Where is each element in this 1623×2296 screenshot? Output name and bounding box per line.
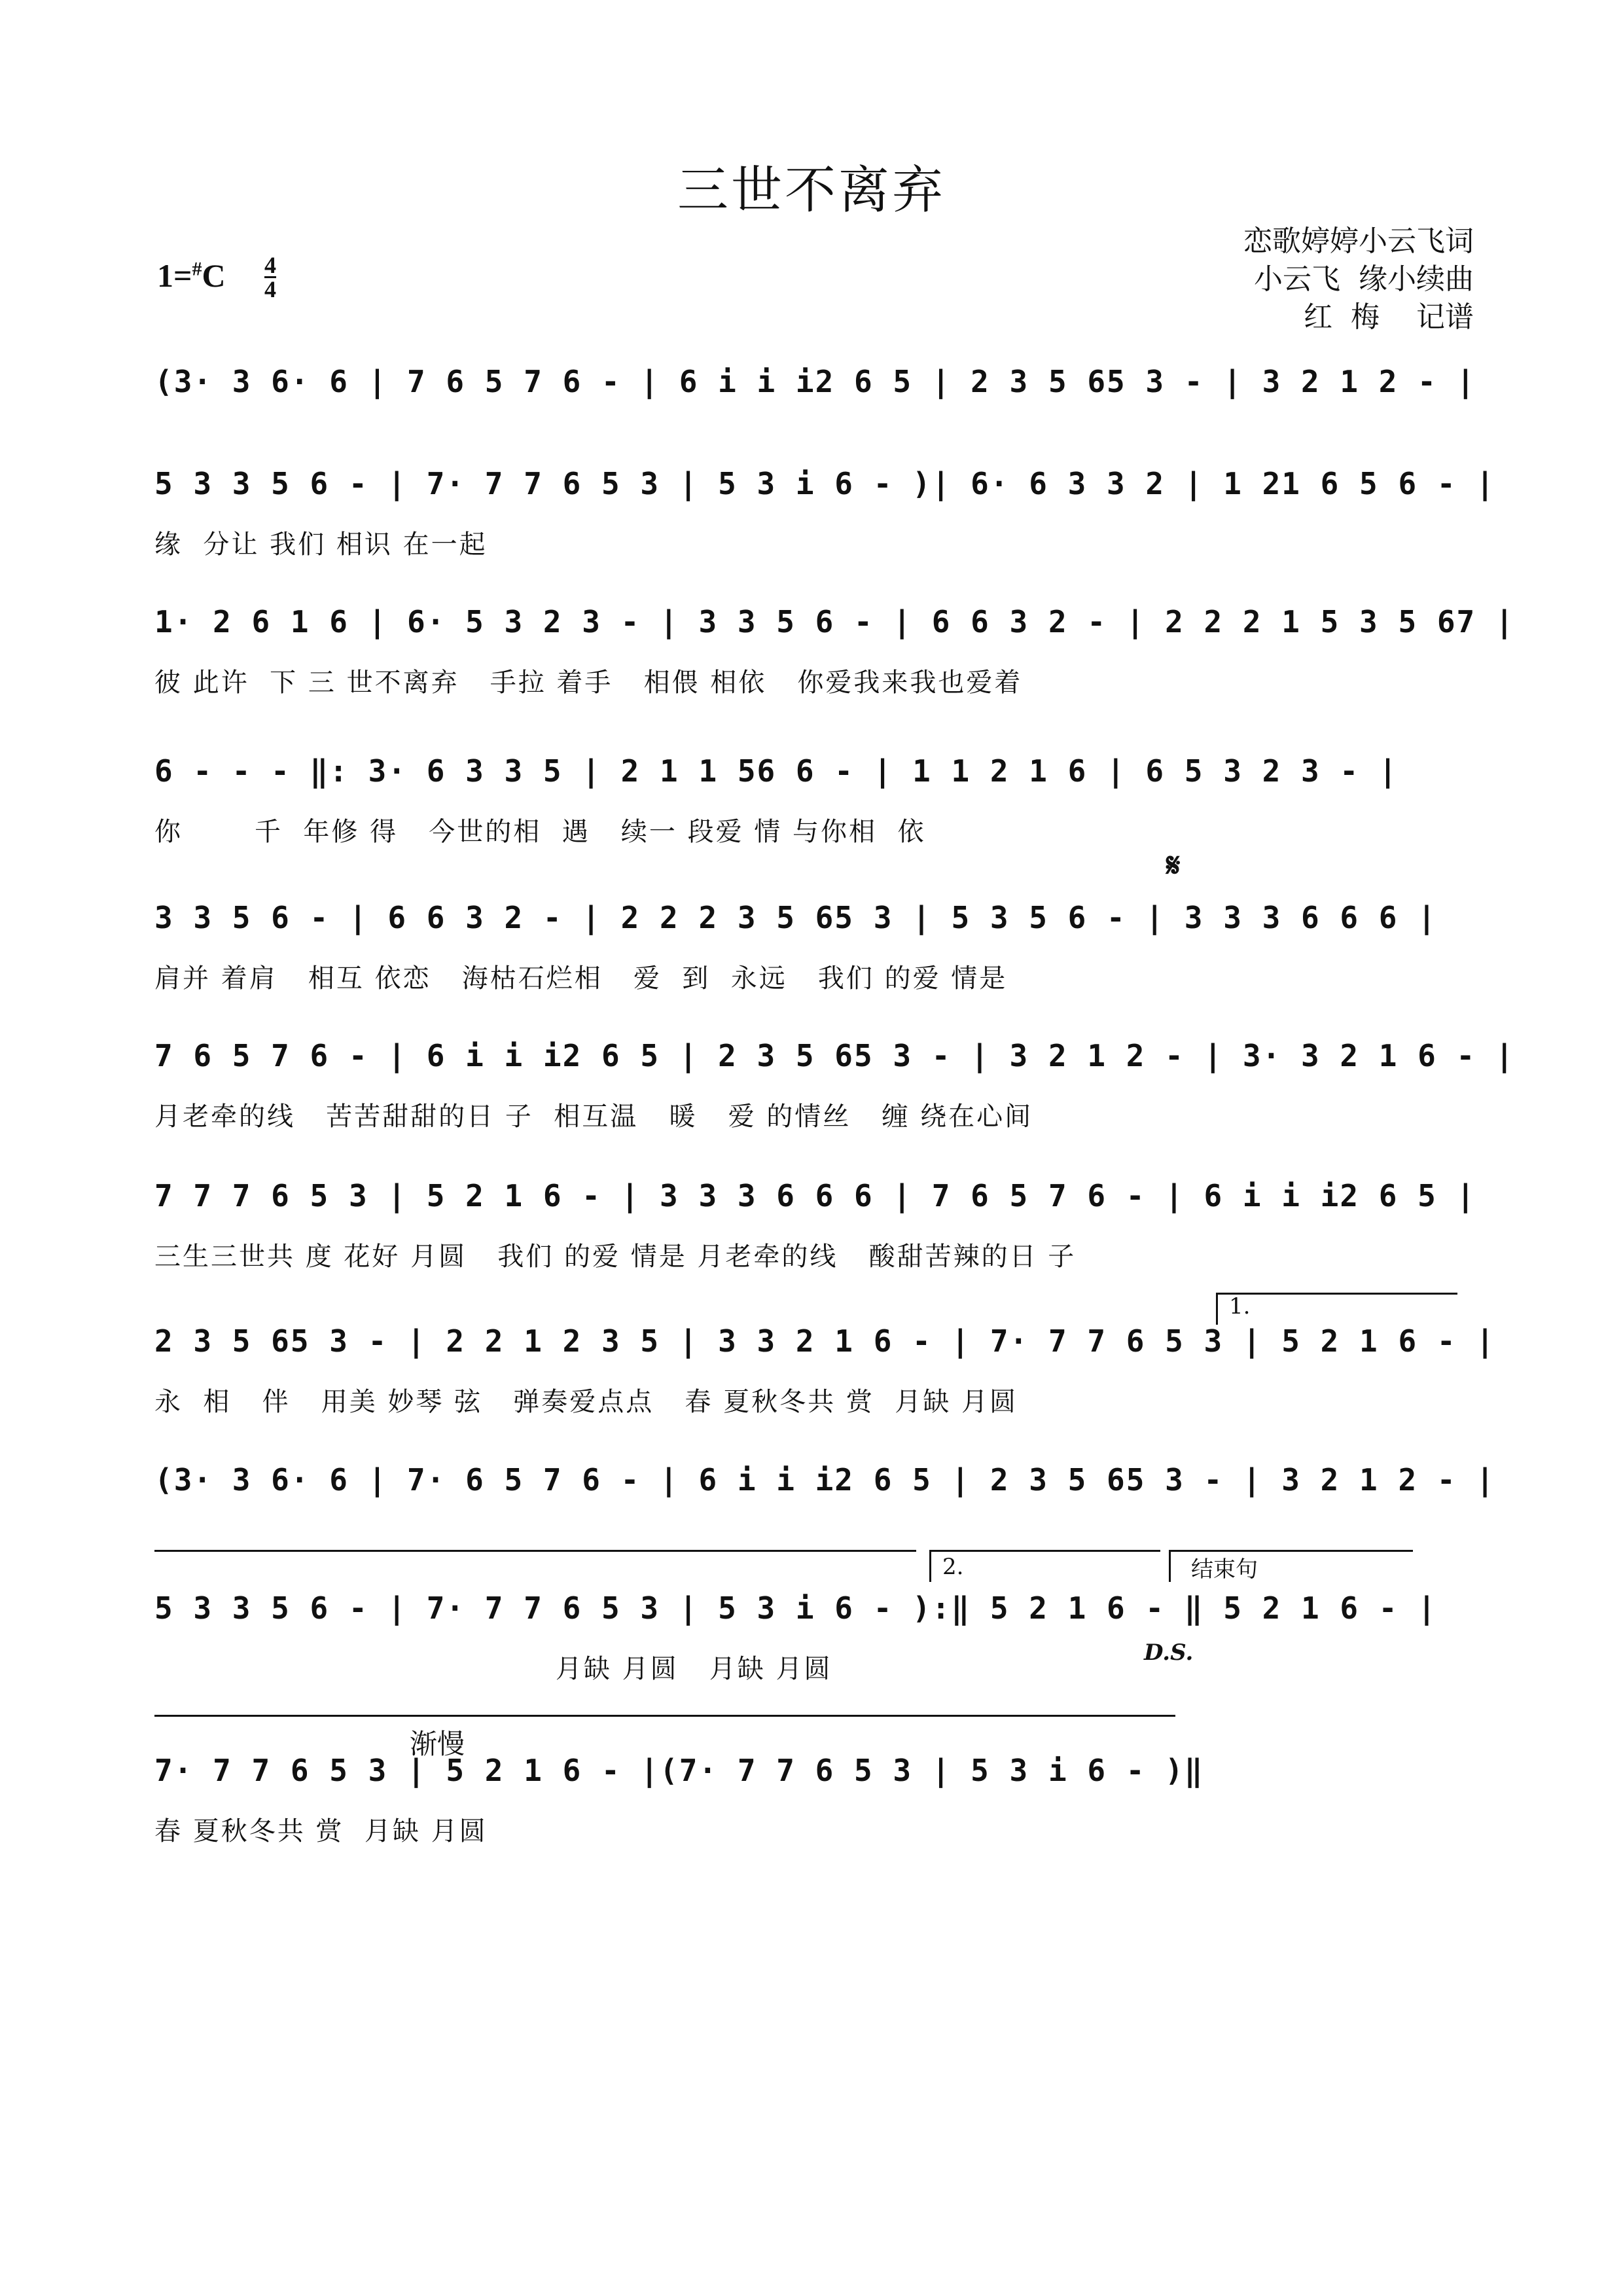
meter-bottom: 4 [264,276,276,302]
key-signature [157,257,226,295]
score-row-11 [154,1748,1463,1848]
notation-line: (3· 3 6· 6 | 7 6 5 7 6 - | 6 i i i2 6 5 | 2 3 5 65 3 - | 3 2 1 2 - | [154,364,1476,399]
dal-segno-mark: D.S. [1144,1640,1194,1666]
score-row-6 [154,1033,1515,1133]
notation-line: 7 7 7 6 5 3 | 5 2 1 6 - | 3 3 3 6 6 6 | 7 6 5 7 6 - | 6 i i i2 6 5 | [154,1178,1476,1213]
lyrics-line: 春 夏秋冬共 赏 月缺 月圆 [154,1816,488,1846]
repeat-span-line [154,1550,916,1552]
credits [1243,223,1474,336]
notation-line: 1· 2 6 1 6 | 6· 5 3 2 3 - | 3 3 5 6 - | 6 6 3 2 - | 2 2 2 1 5 3 5 67 | [154,604,1515,639]
lyricist-credit: 恋歌婷婷小云飞词 [1243,224,1474,258]
score-row-5 [154,895,1463,995]
notation-line: 5 3 3 5 6 - | 7· 7 7 6 5 3 | 5 3 i 6 - )| 6· 6 3 3 2 | 1 21 6 5 6 - | [154,466,1495,501]
lyrics-line: 月缺 月圆 月缺 月圆 [154,1654,832,1684]
ending-1-label: 1. [1229,1293,1251,1319]
notation-line: 5 3 3 5 6 - | 7· 7 7 6 5 3 | 5 3 i 6 - ):‖ 5 2 1 6 - ‖ 5 2 1 6 - | [154,1590,1437,1626]
ending-2-label: 2. [942,1554,964,1580]
meter-top: 4 [264,252,276,278]
notation-line: 7 6 5 7 6 - | 6 i i i2 6 5 | 2 3 5 65 3 - | 3 2 1 2 - | 3· 3 2 1 6 - | [154,1038,1515,1073]
sharp-sign: # [192,258,202,280]
lyrics-line: 永 相 伴 用美 妙琴 弦 弹奏爱点点 春 夏秋冬共 赏 月缺 月圆 [154,1387,1018,1417]
score-row-2 [154,461,1495,561]
lyrics-line: 彼 此许 下 三 世不离弃 手拉 着手 相偎 相依 你爱我来我也爱着 [154,668,1023,698]
score-row-1 [154,359,1476,422]
notation-line: (3· 3 6· 6 | 7· 6 5 7 6 - | 6 i i i2 6 5 | 2 3 5 65 3 - | 3 2 1 2 - | [154,1462,1495,1498]
page-title: 三世不离弃 [677,161,946,220]
key-prefix: 1= [157,257,192,294]
score-row-10 [154,1585,1463,1685]
transcriber-credit: 红 梅 记谱 [1304,300,1474,334]
ending-2-bracket [929,1550,1160,1582]
lyrics-line: 月老牵的线 苦苦甜甜的日 子 相互温 暖 爱 的情丝 缠 绕在心间 [154,1102,1033,1132]
segno-sign: 𝄋 [1166,846,1181,884]
score-row-8 [154,1318,1495,1418]
lyrics-line: 你 千 年修 得 今世的相 遇 续一 段爱 情 与你相 依 [154,817,926,847]
score-row-7 [154,1173,1476,1273]
lyrics-line: 肩并 着肩 相互 依恋 海枯石烂相 爱 到 永远 我们 的爱 情是 [154,963,1008,994]
score-row-4 [154,748,1463,848]
time-signature [264,254,276,300]
notation-line: 7· 7 7 6 5 3 | 5 2 1 6 - |(7· 7 7 6 5 3 | 5 3 i 6 - )‖ [154,1753,1204,1788]
key-note: C [202,257,226,294]
lyrics-line: 三生三世共 度 花好 月圆 我们 的爱 情是 月老牵的线 酸甜苦辣的日 子 [154,1242,1077,1272]
final-phrase-line [154,1715,1175,1717]
ritardando-mark: 渐慢 [410,1728,465,1760]
composer-credit: 小云飞 缘小续曲 [1254,262,1474,296]
notation-line: 2 3 5 65 3 - | 2 2 1 2 3 5 | 3 3 2 1 6 - | 7· 7 7 6 5 3 | 5 2 1 6 - | [154,1323,1495,1359]
score-row-9 [154,1457,1495,1520]
score-row-3 [154,599,1515,699]
notation-line: 6 - - - ‖: 3· 6 3 3 5 | 2 1 1 56 6 - | 1 1 2 1 6 | 6 5 3 2 3 - | [154,753,1399,789]
lyrics-line: 缘 分让 我们 相识 在一起 [154,529,488,560]
notation-line: 3 3 5 6 - | 6 6 3 2 - | 2 2 2 3 5 65 3 | 5 3 5 6 - | 3 3 3 6 6 6 | [154,900,1437,935]
coda-label: 结束句 [1191,1556,1258,1583]
